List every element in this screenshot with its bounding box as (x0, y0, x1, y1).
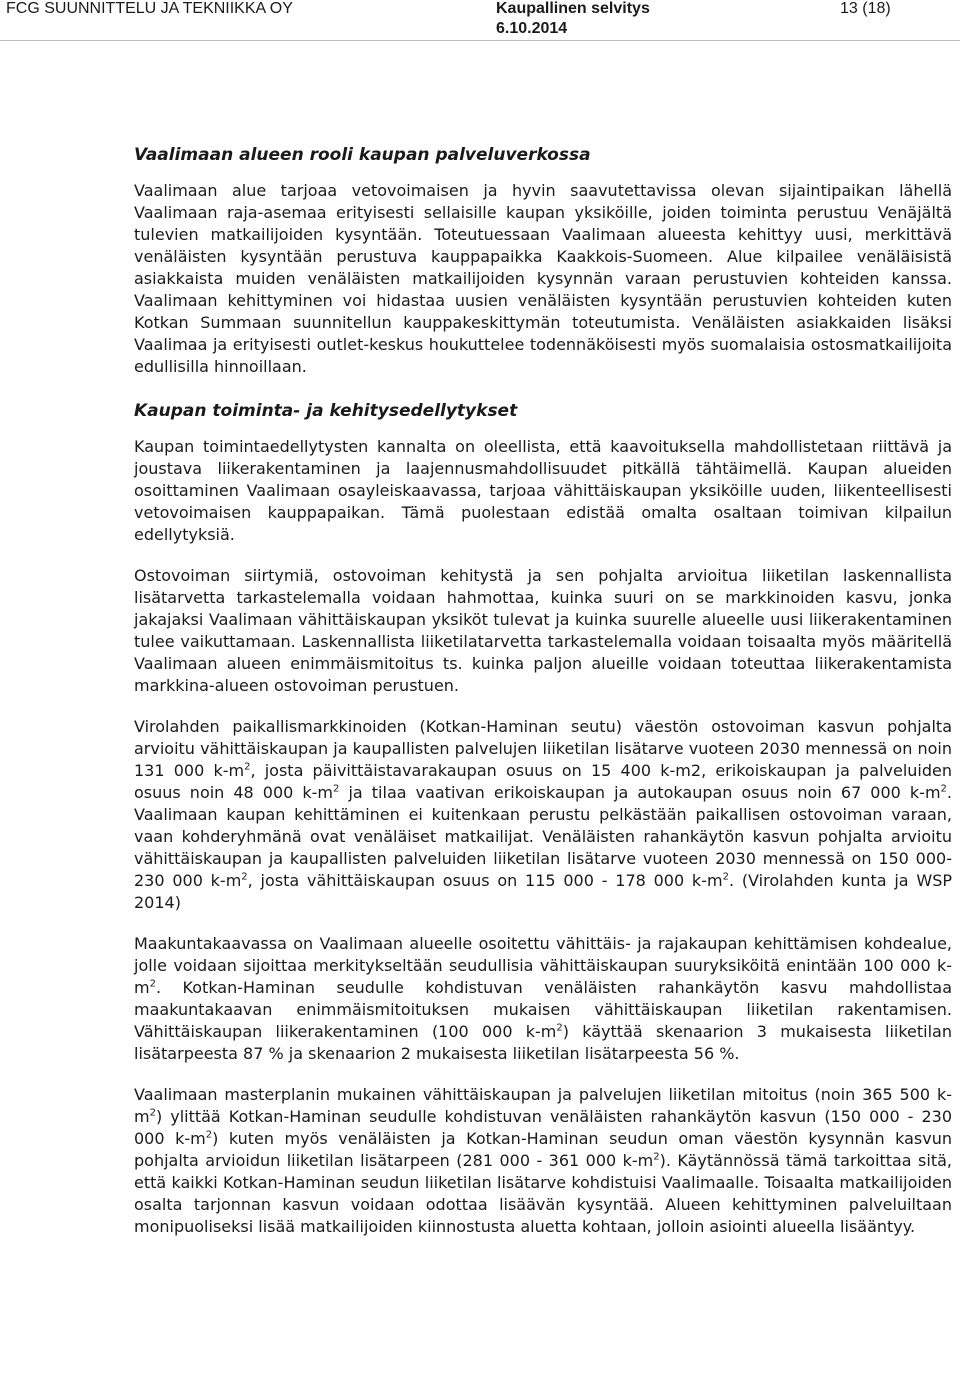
superscript: 2 (653, 1151, 660, 1163)
text-run: , josta päivittäistavarakaupan osuus on 15 400 k-m2, erikoiskaupan ja palveluiden osuus noin 48 000 k-m (134, 761, 953, 802)
document-body (134, 144, 952, 1238)
superscript: 2 (333, 783, 340, 795)
text-run: ) kuten myös venäläisten ja Kotkan-Haminan seudun oman väestön kysynnän kasvun pohjalta arvioidun liiketilan lisätarpeen (281 000 - 361 000 k-m (134, 1129, 953, 1170)
superscript: 2 (149, 1107, 156, 1119)
paragraph-masterplan (134, 1084, 952, 1238)
superscript: 2 (940, 783, 947, 795)
superscript: 2 (722, 871, 729, 883)
header-doc-title: Kaupallinen selvitys (496, 0, 650, 17)
section-heading-role: Vaalimaan alueen rooli kaupan palveluverkossa (134, 145, 591, 165)
text-run: ). Käytännössä tämä tarkoittaa sitä, että kaikki Kotkan-Haminan seudun liiketilan lisätarve kohdistuisi Vaalimaalle. Toisaalta matkailijoiden osalta tarjonnan kasvun voidaan odottaa lisäävän kysyntää. Alueen kehittyminen palveluiltaan monipuoliseksi lisää matkailijoiden kiinnostusta aluetta kohtaan, jolloin asiointi alueella lisääntyy. (134, 1151, 953, 1236)
header-divider (0, 40, 960, 41)
text-run: . (Virolahden kunta ja WSP 2014) (134, 871, 953, 912)
page-header (0, 0, 960, 44)
text-run: . Kotkan-Haminan seudulle kohdistuvan venäläisten rahankäytön kasvu mahdollistaa maakuntakaavan enimmäismitoituksen mukaisen vähittäiskaupan liiketilan rakentamisen. Vähittäiskaupan liikerakentaminen (100 000 k-m (134, 978, 952, 1041)
text-run: ja tilaa vaativan erikoiskaupan ja autokaupan osuus noin 67 000 k-m (339, 783, 941, 802)
section-heading-conditions: Kaupan toiminta- ja kehitysedellytykset (134, 401, 518, 421)
paragraph-role: Vaalimaan alue tarjoaa vetovoimaisen ja hyvin saavutettavissa olevan sijaintipaikan lähellä Vaalimaan raja-asemaa erityisesti sellaisille kaupan yksiköille, joiden toiminta perustuu Venäjältä tulevien matkailijoiden kysyntään. Toteutuessaan Vaalimaan alueesta kehittyy uusi, merkittävä venäläisten kysyntään perustuva kauppapaikka Kaakkois-Suomeen. Alue kilpailee venäläisistä asiakkaista muiden venäläisten matkailijoiden kysynnän varaan perustuvien kohteiden kanssa. Vaalimaan kehittyminen voi hidastaa uusien venäläisten kysyntään perustuvien kohteiden kuten Kotkan Summaan suunnitellun kauppakeskittymän toteutumista. Venäläisten asiakkaiden lisäksi Vaalimaa ja erityisesti outlet-keskus houkuttelee todennäköisesti myös suomalaisia ostosmatkailijoita edullisilla hinnoillaan. (134, 181, 952, 376)
paragraph-virolahti-demand (134, 716, 952, 914)
text-run: Maakuntakaavassa on Vaalimaan alueelle osoitettu vähittäis- ja rajakaupan kehittämisen kohdealue, jolle voidaan sijoittaa merkitykseltään seudullisia vähittäiskaupan suuryksiköitä enintään 100 000 k-m (134, 934, 952, 997)
paragraph-conditions-2: Ostovoiman siirtymiä, ostovoiman kehitystä ja sen pohjalta arvioitua liiketilan laskennallista lisätarvetta tarkastelemalla voidaan hahmottaa, kuinka suuri on se markkinoiden kasvu, jonka jakajaksi Vaalimaan vähittäiskaupan yksiköt tulevat ja kuinka suurelle alueelle uusi liikerakentaminen tulee vaikuttamaan. Laskennallista liiketilatarvetta tarkastelemalla voidaan toisaalta myös määritellä Vaalimaan alueen enimmäismitoitus ts. kuinka paljon alueille voidaan toteuttaa liikerakentamista markkina-alueen ostovoiman perustuen. (134, 566, 952, 695)
paragraph-conditions-1: Kaupan toimintaedellytysten kannalta on oleellista, että kaavoituksella mahdollistetaan riittävä ja joustava liikerakentaminen ja laajennusmahdollisuudet pitkällä tähtäimellä. Kaupan alueiden osoittaminen Vaalimaan osayleiskaavassa, tarjoaa vähittäiskaupan yksiköille uuden, liikenteellisesti vetovoimaisen kauppapaikan. Tämä puolestaan edistää omalta osaltaan toimivan kilpailun edellytyksiä. (134, 437, 952, 544)
text-run: . Vaalimaan kaupan kehittäminen ei kuitenkaan perustu pelkästään paikallisen ostovoiman varaan, vaan kohderyhmänä ovat venäläiset matkailijat. Venäläisten rahankäytön kasvun pohjalta arvioitu vähittäiskaupan ja kaupallisten palveluiden liiketilan lisätarve vuoteen 2030 mennessä on 150 000-230 000 k-m (134, 783, 953, 890)
text-run: Vaalimaan masterplanin mukainen vähittäiskaupan ja palvelujen liiketilan mitoitus (noin 365 500 k-m (134, 1085, 952, 1126)
superscript: 2 (205, 1129, 213, 1141)
text-run: ) ylittää Kotkan-Haminan seudulle kohdistuvan venäläisten rahankäytön kasvun (150 000 - 230 000 k-m (134, 1107, 952, 1148)
header-date: 6.10.2014 (496, 20, 568, 37)
superscript: 2 (241, 871, 248, 883)
superscript: 2 (244, 761, 251, 773)
paragraph-regional-plan (134, 933, 952, 1065)
superscript: 2 (556, 1022, 563, 1034)
text-run: Virolahden paikallismarkkinoiden (Kotkan-Haminan seutu) väestön ostovoiman kasvun pohjalta arvioitu vähittäiskaupan ja kaupallisten palvelujen liiketilan lisätarve vuoteen 2030 mennessä on noin 131 000 k-m (134, 717, 952, 780)
text-run: ) käyttää skenaarion 3 mukaisesta liiketilan lisätarpeesta 87 % ja skenaarion 2 mukaisesta liiketilan lisätarpeesta 56 %. (134, 1022, 953, 1063)
header-company: FCG SUUNNITTELU JA TEKNIIKKA OY (6, 0, 293, 17)
header-page-number: 13 (18) (840, 0, 891, 17)
text-run: , josta vähittäiskaupan osuus on 115 000 - 178 000 k-m (247, 871, 723, 890)
superscript: 2 (149, 978, 156, 990)
